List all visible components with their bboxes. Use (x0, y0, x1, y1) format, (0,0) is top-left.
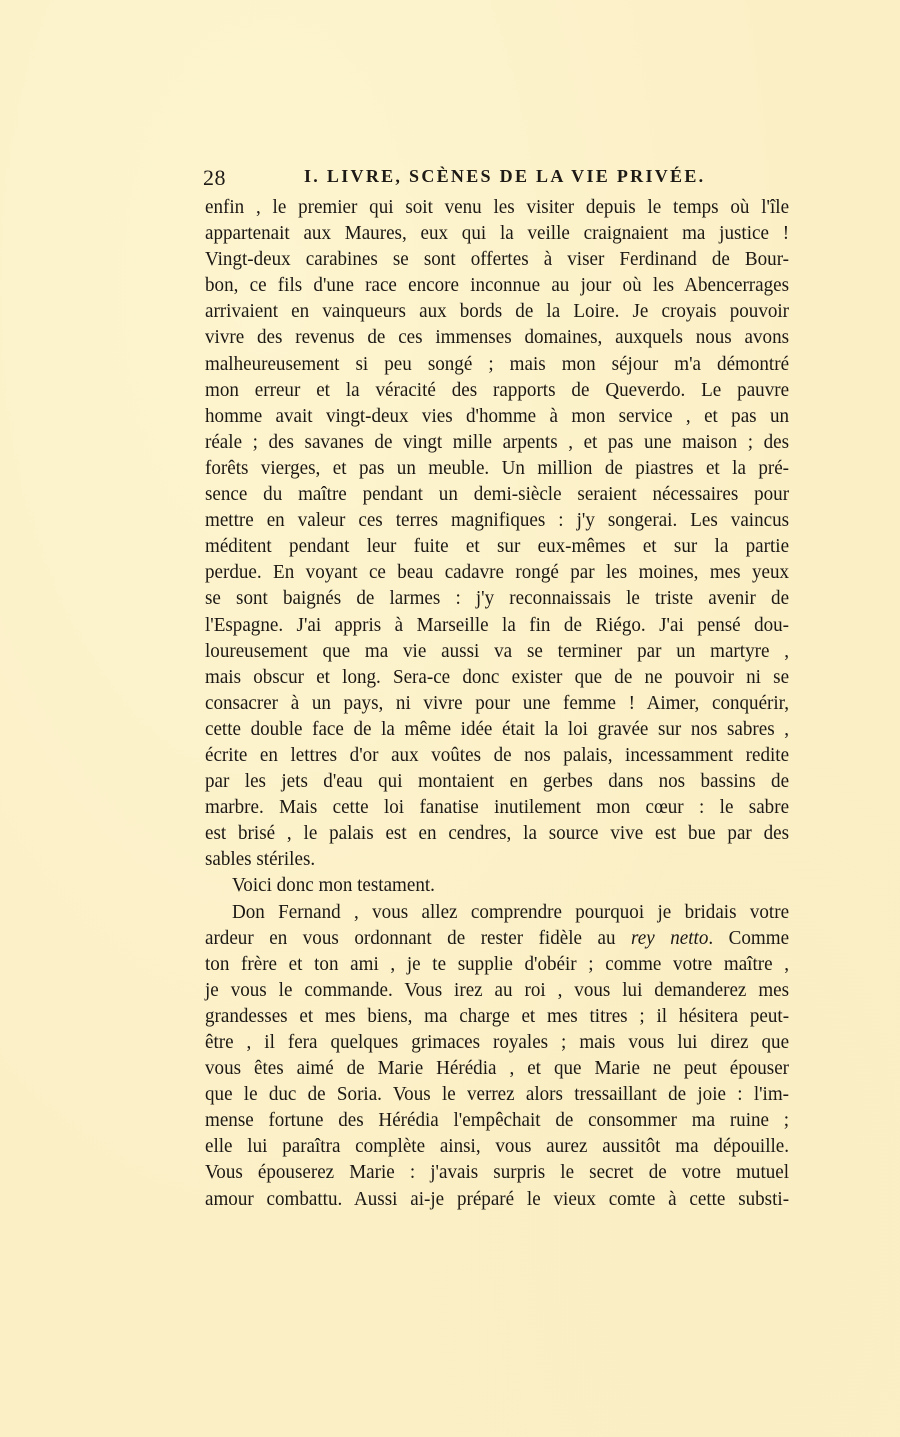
paragraph-2 (205, 872, 789, 898)
text-line: homme avait vingt-deux vies d'homme à mon service , et pas un (205, 404, 790, 427)
text-line: Vous épouserez Marie : j'avais surpris le secret de votre mutuel (205, 1161, 790, 1184)
text-line: mon erreur et la véracité des rapports de Queverdo. Le pauvre (205, 378, 790, 401)
text-line: par les jets d'eau qui montaient en gerbes dans nos bassins de (205, 770, 790, 793)
text-line: grandesses et mes biens, ma charge et mes titres ; il hésitera peut- (205, 1004, 790, 1027)
body-text (205, 194, 789, 1212)
text-line: consacrer à un pays, ni vivre pour une femme ! Aimer, conquérir, (205, 691, 790, 714)
text-line: bon, ce fils d'une race encore inconnue au jour où les Abencerrages (205, 274, 790, 297)
text-line: Voici donc mon testament. (231, 874, 435, 897)
text-line: loureusement que ma vie aussi va se terminer par un martyre , (205, 639, 790, 662)
paragraph-1 (205, 194, 789, 872)
text-line: amour combattu. Aussi ai-je préparé le vieux comte à cette substi- (205, 1187, 790, 1210)
text-line: marbre. Mais cette loi fanatise inutilement mon cœur : le sabre (205, 796, 790, 819)
text-line: est brisé , le palais est en cendres, la source vive est bue par des (205, 822, 790, 845)
text-line: cette double face de la même idée était la loi gravée sur nos sabres , (205, 717, 790, 740)
text-line: vivre des revenus de ces immenses domaines, auxquels nous avons (205, 326, 790, 349)
text-line: appartenait aux Maures, eux qui la veille craignaient ma justice ! (205, 222, 790, 245)
text-line: je vous le commande. Vous irez au roi , vous lui demanderez mes (205, 978, 790, 1001)
text-run: . Comme (708, 926, 790, 949)
italic-phrase: rey netto (631, 926, 709, 949)
text-line: arrivaient en vainqueurs aux bords de la Loire. Je croyais pouvoir (205, 300, 790, 323)
text-run: ardeur en vous ordonnant de rester fidèle au (205, 926, 632, 949)
text-line: elle lui paraîtra complète ainsi, vous aurez aussitôt ma dépouille. (205, 1135, 790, 1158)
text-line: méditent pendant leur fuite et sur eux-mêmes et sur la partie (205, 535, 790, 558)
text-line: enfin , le premier qui soit venu les visiter depuis le temps où l'île (205, 196, 790, 218)
text-line: vous êtes aimé de Marie Hérédia , et que Marie ne peut épouser (205, 1057, 790, 1080)
paragraph-3 (205, 899, 789, 1212)
text-line: Don Fernand , vous allez comprendre pourquoi je bridais votre (231, 900, 790, 923)
text-line-with-italic (205, 925, 789, 951)
text-line: mettre en valeur ces terres magnifiques : j'y songerai. Les vaincus (205, 509, 790, 532)
text-line: mense fortune des Hérédia l'empêchait de consommer ma ruine ; (205, 1109, 790, 1132)
page-header (203, 163, 791, 191)
text-line: mais obscur et long. Sera-ce donc exister que de ne pouvoir ni se (205, 665, 790, 688)
text-line: que le duc de Soria. Vous le verrez alors tressaillant de joie : l'im- (205, 1083, 790, 1106)
page-number: 28 (203, 165, 226, 190)
text-line: sables stériles. (205, 848, 316, 871)
text-line: être , il fera quelques grimaces royales ; mais vous lui direz que (205, 1031, 790, 1053)
text-line: écrite en lettres d'or aux voûtes de nos palais, incessamment redite (205, 743, 790, 766)
text-line: réale ; des savanes de vingt mille arpents , et pas une maison ; des (205, 430, 790, 453)
text-line: perdue. En voyant ce beau cadavre rongé par les moines, mes yeux (205, 561, 790, 584)
text-line: malheureusement si peu songé ; mais mon séjour m'a démontré (205, 352, 790, 375)
text-line: sence du maître pendant un demi-siècle seraient nécessaires pour (205, 483, 790, 506)
text-line: Vingt-deux carabines se sont offertes à viser Ferdinand de Bour- (205, 248, 790, 271)
text-line: se sont baignés de larmes : j'y reconnaissais le triste avenir de (205, 587, 790, 610)
text-line: forêts vierges, et pas un meuble. Un million de piastres et la pré- (205, 456, 790, 479)
text-line: l'Espagne. J'ai appris à Marseille la fin de Riégo. J'ai pensé dou- (205, 613, 790, 636)
running-head: I. LIVRE, SCÈNES DE LA VIE PRIVÉE. (304, 166, 706, 186)
text-line: ton frère et ton ami , je te supplie d'obéir ; comme votre maître , (205, 952, 790, 975)
